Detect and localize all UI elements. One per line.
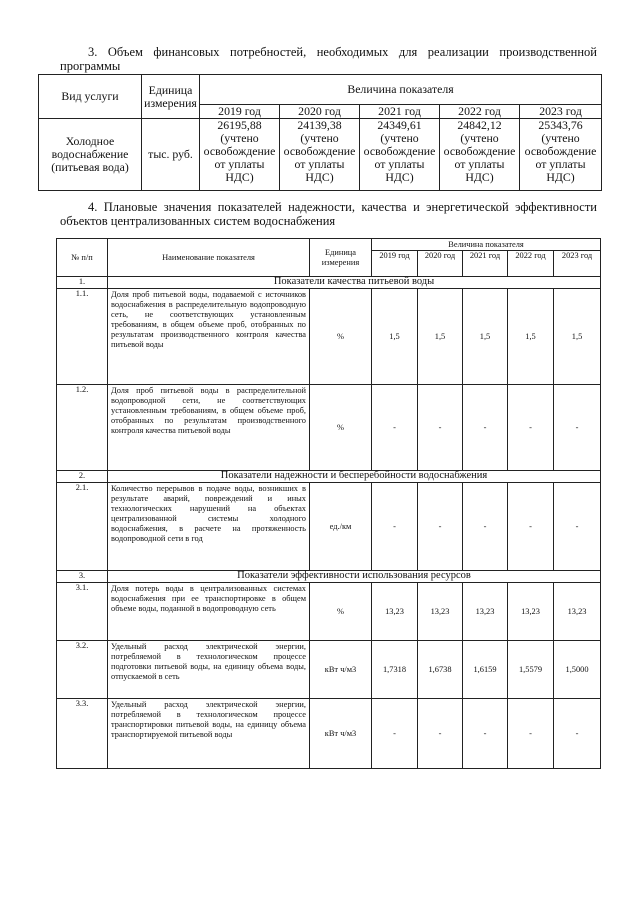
col-num-header: № п/п xyxy=(57,239,108,277)
year-header: 2022 год xyxy=(508,251,554,277)
row-value: 13,23 xyxy=(463,583,508,641)
group-num: 3. xyxy=(57,571,108,583)
service-name: Холодное водоснабжение (питьевая вода) xyxy=(39,119,142,191)
group-title: Показатели качества питьевой воды xyxy=(108,277,601,289)
row-value: 1,5 xyxy=(554,289,601,385)
row-value: - xyxy=(554,483,601,571)
row-value: 1,5000 xyxy=(554,641,601,699)
group-num: 1. xyxy=(57,277,108,289)
year-header: 2021 год xyxy=(463,251,508,277)
col-unit-header: Единица измерения xyxy=(310,239,372,277)
group-title: Показатели эффективности использования ресурсов xyxy=(108,571,601,583)
table-row xyxy=(57,641,601,699)
value-cell: 26195,88 (учтено освобождение от уплаты НДС) xyxy=(200,119,280,191)
value-cell: 24842,12 (учтено освобождение от уплаты НДС) xyxy=(440,119,520,191)
row-unit: % xyxy=(310,385,372,471)
row-name: Удельный расход электрической энергии, потребляемой в технологическом процессе подготовки питьевой воды, на единицу объема воды, отпускаемой в сеть xyxy=(108,641,310,699)
year-header: 2020 год xyxy=(418,251,463,277)
row-value: 13,23 xyxy=(372,583,418,641)
table-row xyxy=(57,699,601,769)
year-header: 2022 год xyxy=(440,105,520,119)
row-name: Удельный расход электрической энергии, потребляемой в технологическом процессе транспортировки питьевой воды, на единицу объема транспортируемой питьевой воды xyxy=(108,699,310,769)
col-value-header: Величина показателя xyxy=(372,239,601,251)
row-value: - xyxy=(508,483,554,571)
row-value: - xyxy=(418,385,463,471)
row-value: 1,7318 xyxy=(372,641,418,699)
row-num: 3.2. xyxy=(57,641,108,699)
row-unit: % xyxy=(310,583,372,641)
year-header: 2019 год xyxy=(200,105,280,119)
row-value: - xyxy=(463,483,508,571)
year-header: 2023 год xyxy=(554,251,601,277)
row-num: 1.2. xyxy=(57,385,108,471)
row-value: 1,6159 xyxy=(463,641,508,699)
financial-needs-table xyxy=(38,74,602,191)
group-row xyxy=(57,471,601,483)
row-value: 1,5 xyxy=(418,289,463,385)
year-header: 2020 год xyxy=(280,105,360,119)
row-num: 1.1. xyxy=(57,289,108,385)
row-unit: кВт ч/м3 xyxy=(310,641,372,699)
row-num: 3.1. xyxy=(57,583,108,641)
row-value: 1,6738 xyxy=(418,641,463,699)
row-value: - xyxy=(372,699,418,769)
col-service-header: Вид услуги xyxy=(39,75,142,119)
row-value: - xyxy=(463,385,508,471)
table-row xyxy=(57,289,601,385)
year-header: 2021 год xyxy=(360,105,440,119)
row-name: Доля проб питьевой воды в распределительной водопроводной сети, не соответствующих установленным требованиям, в общем объеме проб, отобранных по результатам производственного контроля качества питьевой воды xyxy=(108,385,310,471)
row-num: 2.1. xyxy=(57,483,108,571)
row-value: - xyxy=(418,483,463,571)
row-value: 1,5579 xyxy=(508,641,554,699)
row-value: 1,5 xyxy=(463,289,508,385)
row-value: - xyxy=(508,385,554,471)
section3-title: 3. Объем финансовых потребностей, необходимых для реализации производственной программы xyxy=(60,45,597,73)
row-value: - xyxy=(554,385,601,471)
row-value: 13,23 xyxy=(418,583,463,641)
table-row xyxy=(39,119,602,191)
indicators-table xyxy=(56,238,601,769)
row-value: - xyxy=(463,699,508,769)
table-row xyxy=(57,583,601,641)
row-value: - xyxy=(508,699,554,769)
unit-cell: тыс. руб. xyxy=(142,119,200,191)
year-header: 2019 год xyxy=(372,251,418,277)
row-name: Количество перерывов в подаче воды, возникших в результате аварий, повреждений и иных технологических нарушений на объектах централизованной системы холодного водоснабжения, в расчете на протяженность водопроводной сети в год xyxy=(108,483,310,571)
col-unit-header: Единица измерения xyxy=(142,75,200,119)
group-row xyxy=(57,277,601,289)
row-value: - xyxy=(372,483,418,571)
row-unit: ед./км xyxy=(310,483,372,571)
section4-title: 4. Плановые значения показателей надежности, качества и энергетической эффективности объектов централизованных систем водоснабжения xyxy=(60,200,597,228)
row-value: - xyxy=(372,385,418,471)
table-row xyxy=(57,385,601,471)
row-value: 1,5 xyxy=(508,289,554,385)
row-value: - xyxy=(554,699,601,769)
row-name: Доля потерь воды в централизованных системах водоснабжения при ее транспортировке в общем объеме воды, поданной в водопроводную сеть xyxy=(108,583,310,641)
year-header: 2023 год xyxy=(520,105,602,119)
table-row xyxy=(57,483,601,571)
row-num: 3.3. xyxy=(57,699,108,769)
group-num: 2. xyxy=(57,471,108,483)
value-cell: 24139,38 (учтено освобождение от уплаты НДС) xyxy=(280,119,360,191)
row-value: 13,23 xyxy=(508,583,554,641)
col-name-header: Наименование показателя xyxy=(108,239,310,277)
group-row xyxy=(57,571,601,583)
row-unit: % xyxy=(310,289,372,385)
row-name: Доля проб питьевой воды, подаваемой с источников водоснабжения в распределительную водопроводную сеть, не соответствующих установленным требованиям, в общем объеме проб, отобранных по результатам производственного контроля качества питьевой воды xyxy=(108,289,310,385)
col-value-header: Величина показателя xyxy=(200,75,602,105)
group-title: Показатели надежности и бесперебойности водоснабжения xyxy=(108,471,601,483)
row-value: 1,5 xyxy=(372,289,418,385)
row-value: 13,23 xyxy=(554,583,601,641)
row-unit: кВт ч/м3 xyxy=(310,699,372,769)
value-cell: 25343,76 (учтено освобождение от уплаты НДС) xyxy=(520,119,602,191)
value-cell: 24349,61 (учтено освобождение от уплаты НДС) xyxy=(360,119,440,191)
row-value: - xyxy=(418,699,463,769)
